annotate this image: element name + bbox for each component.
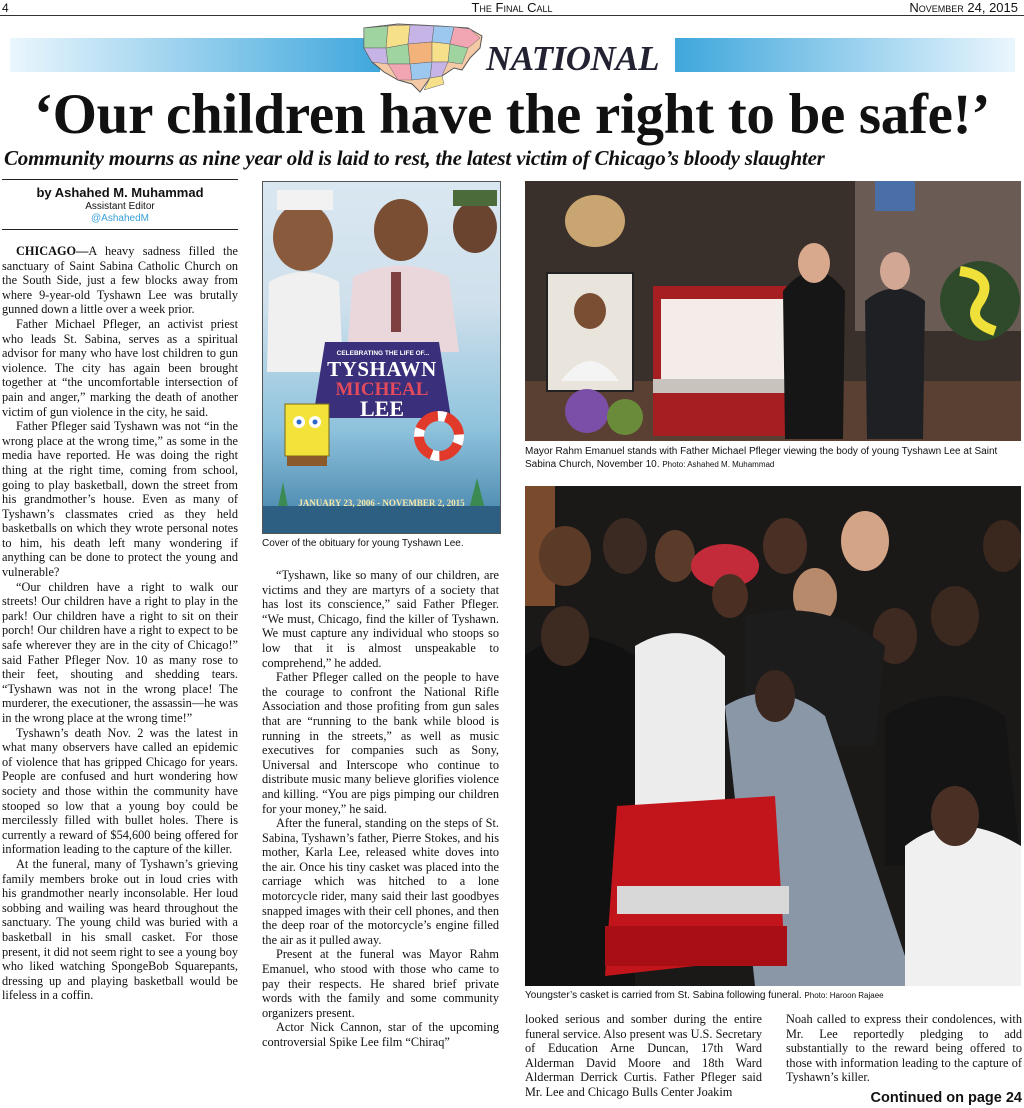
issue-date: November 24, 2015	[909, 0, 1018, 15]
byline-twitter-handle[interactable]: @AshahedM	[91, 213, 149, 224]
paragraph: At the funeral, many of Tyshawn’s grieving family members broke out in loud cries with his grandmother nearly inconsolable. Her loud sobbing and wailing was heard throughout the sanctuary. The young child was buried with a basketball in his small casket. For those present, it did not seem right to see a young boy who liked watching SpongeBob Squarepants, dressing up and playing basketball would be lifeless in a coffin.	[2, 856, 238, 1003]
paragraph: Noah called to express their condolences, with Mr. Lee reportedly pledging to add substantially to the reward being offered to those with information leading to the capture of Tyshawn’s killer.	[786, 1012, 1022, 1085]
paragraph: After the funeral, standing on the steps of St. Sabina, Tyshawn’s father, Pierre Stokes, and his mother, Karla Lee, released white doves into the air. Once his tiny casket was placed into the carriage which was hitched to a lone motorcycle rider, many said their last goodbyes snapped images with their cell phones, and then the deep roar of the motorcycle’s engine filled the air as it pulled away.	[262, 816, 499, 947]
obituary-name-last: LEE	[359, 396, 405, 421]
viewing-photo-scene	[525, 181, 1021, 441]
casket-procession-scene	[525, 486, 1021, 986]
byline-rule-bottom	[2, 229, 238, 230]
paragraph: Father Michael Pfleger, an activist priest who leads St. Sabina, serves as a spiritual advisor for many who have lost children to gun violence. The city has again been brought together at “the uncomfortable intersection of pain and anger,” marking the death of another victim of gun violence in the city, he said.	[2, 316, 238, 419]
article-column-3	[525, 1012, 762, 1100]
article-column-4	[786, 1012, 1022, 1085]
obituary-banner-top: CELEBRATING THE LIFE OF...	[336, 350, 430, 357]
byline	[2, 184, 238, 225]
viewing-photo-caption: Mayor Rahm Emanuel stands with Father Michael Pfleger viewing the body of young Tyshawn Lee at Saint Sabina Church, November 10. Photo: Ashahed M. Muhammad	[525, 446, 998, 470]
obituary-name-first: TYSHAWN	[327, 357, 437, 381]
article-column-1	[2, 244, 238, 1003]
paragraph: Actor Nick Cannon, star of the upcoming controversial Spike Lee film “Chiraq”	[262, 1020, 499, 1049]
dateline: CHICAGO—	[16, 244, 89, 258]
procession-photo-caption: Youngster’s casket is carried from St. Sabina following funeral. Photo: Haroon Rajaee	[525, 990, 884, 1001]
paragraph: “Tyshawn, like so many of our children, are victims and they are martyrs of a society that has lost its conscience,” said Father Pfleger. “We must, Chicago, find the killer of Tyshawn. We must capture any individual who stoops so low that it is almost unspeakable to comprehend,” he added.	[262, 568, 499, 670]
article-column-2	[262, 568, 499, 1050]
paragraph: Tyshawn’s death Nov. 2 was the latest in what many observers have called an epidemic of violence that has gripped Chicago for years. People are confused and hurt wondering how society and those within the community have stooped so low that a young boy could be mercilessly filled with bullet holes. There is currently a reward of $54,600 being offered for information leading to the capture of the killer.	[2, 725, 238, 857]
obituary-caption: Cover of the obituary for young Tyshawn Lee.	[262, 538, 464, 549]
page-number: 4	[2, 1, 9, 15]
section-banner-right	[675, 38, 1015, 72]
photo-credit: Photo: Haroon Rajaee	[804, 991, 884, 1000]
continued-link[interactable]: Continued on page 24	[870, 1090, 1022, 1106]
subheadline: Community mourns as nine year old is laid to rest, the latest victim of Chicago’s bloody slaughter	[4, 146, 825, 170]
paragraph: Father Pfleger said Tyshawn was not “in the wrong place at the wrong time,” as some in the media have reported. He was doing the right thing at the right time, coming from school, going to play basketball, down the street from his grandmother’s house. Even as many of Tyshawn’s classmates cried as they held basketballs on which they wrote personal notes to him, his death left many wondering if anything can be done to protect the young and vulnerable?	[2, 419, 238, 580]
paragraph: “Our children have a right to walk our streets! Our children have a right to play in the park! Our children have a right to sit on their porch! Our children have a right to expect to be safe wherever they are in the city of Chicago!” said Father Pfleger Nov. 10 as many rose to their feet, shouting and shedding tears. “Tyshawn was not in the wrong place! The murderer, the executioner, the assassin—he was in the wrong place at the wrong time!”	[2, 579, 238, 725]
section-banner-left	[10, 38, 380, 72]
paragraph: Father Pfleger called on the people to have the courage to confront the National Rifle Association and those profiting from gun sales that are “running to the bank while blood is running in the streets,” as well as music executives for companies such as Sony, Universal and Interscope who continue to distribute music many believe glorifies violence and killing. “You are pigs pimping our children for your money,” he said.	[262, 670, 499, 816]
casket-procession-photo	[525, 486, 1021, 986]
paragraph: CHICAGO—A heavy sadness filled the sanctuary of Saint Sabina Catholic Church on the South Side, just a few blocks away from where 9-year-old Tyshawn Lee was brutally gunned down a little over a week prior.	[2, 244, 238, 317]
byline-role: Assistant Editor	[85, 201, 155, 212]
obituary-name-middle: MICHEAL	[335, 379, 429, 400]
publication-name: The Final Call	[471, 0, 553, 15]
paragraph: Present at the funeral was Mayor Rahm Emanuel, who stood with those who came to pay their respects. He shared brief private words with the family and some community organizers present.	[262, 947, 499, 1020]
folio-rule	[0, 15, 1024, 16]
viewing-photo	[525, 181, 1021, 441]
byline-author: by Ashahed M. Muhammad	[36, 185, 204, 200]
paragraph: looked serious and somber during the entire funeral service. Also present was U.S. Secretary of Education Arne Duncan, 17th Ward Alderman David Moore and 18th Ward Alderman Derrick Curtis. Father Pfleger said Mr. Lee and Chicago Bulls Center Joakim	[525, 1012, 762, 1099]
photo-credit: Photo: Ashahed M. Muhammad	[662, 459, 775, 469]
byline-rule-top	[2, 179, 238, 180]
obituary-dates: JANUARY 23, 2006 - NOVEMBER 2, 2015	[298, 498, 465, 508]
obituary-cover-image	[262, 181, 501, 534]
section-label: NATIONAL	[486, 39, 659, 78]
headline: ‘Our children have the right to be safe!’	[33, 83, 991, 146]
